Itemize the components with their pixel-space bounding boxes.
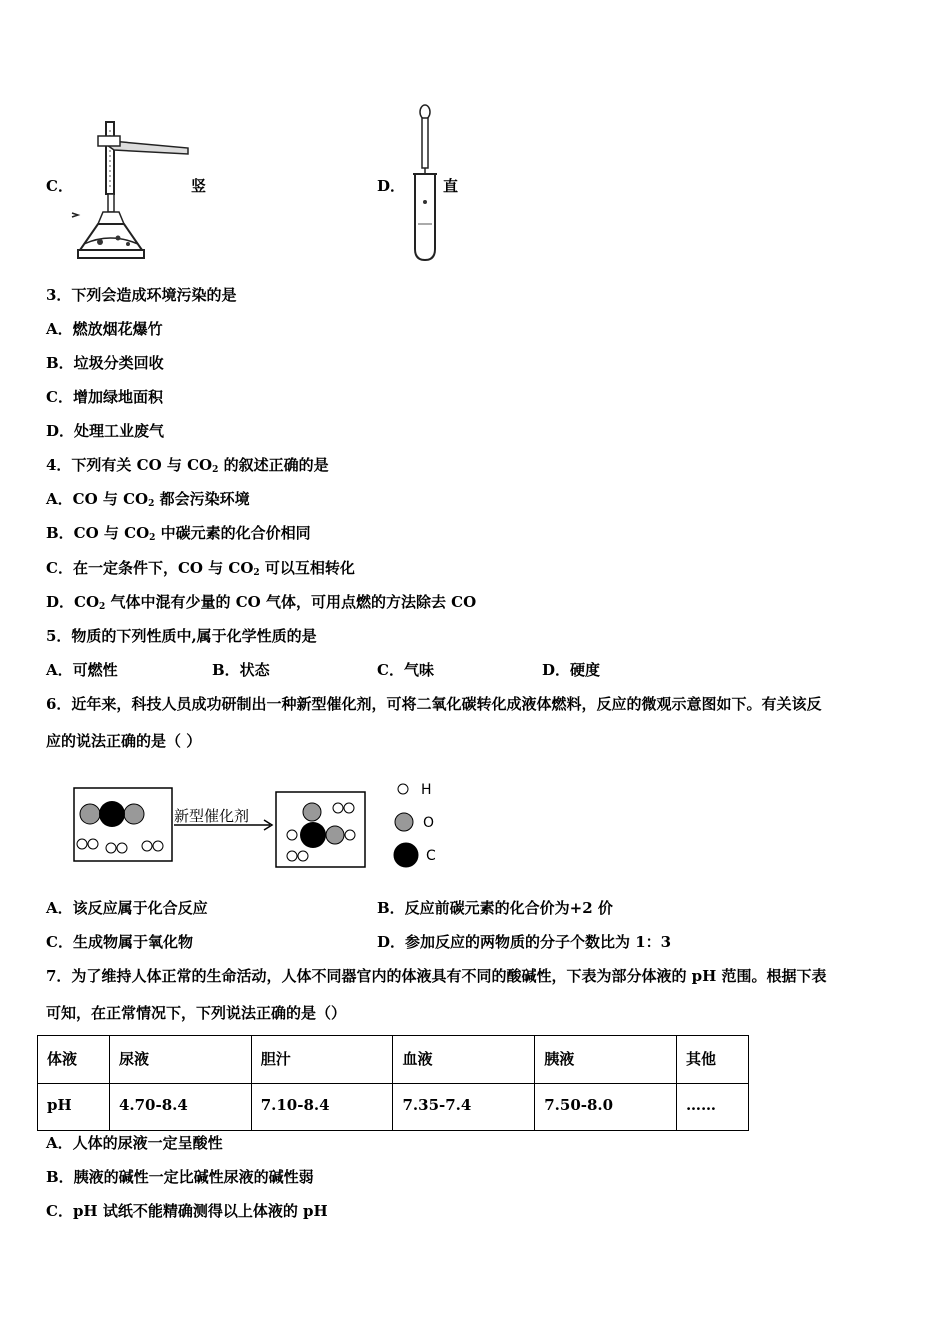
- q6-option-a: A．该反应属于化合反应: [46, 899, 208, 917]
- oxygen-atom: [124, 804, 144, 824]
- hydrogen-atom: [153, 841, 163, 851]
- q7-option-c: C．pH 试纸不能精确测得以上体液的 pH: [46, 1202, 328, 1220]
- q4-stem: 4．下列有关 CO 与 $CO_2$ 的叙述正确的是: [46, 456, 329, 475]
- table-cell: ……: [677, 1083, 749, 1131]
- table-header-cell: 尿液: [109, 1036, 251, 1084]
- hydrogen-atom: [298, 851, 308, 861]
- q6-option-d: D．参加反应的两物质的分子个数比为 1：3: [377, 933, 672, 951]
- q2-option-d-text: 直: [443, 177, 459, 195]
- hydrogen-atom: [117, 843, 127, 853]
- catalyst-label: 新型催化剂: [174, 807, 250, 825]
- oxygen-atom: [326, 826, 344, 844]
- oxygen-legend-label: O: [423, 815, 435, 831]
- q3-stem: 3．下列会造成环境污染的是: [46, 286, 237, 304]
- q6-stem-line1: 6．近年来，科技人员成功研制出一种新型催化剂，可将二氧化碳转化成液体燃料，反应的微观示意图如下。有关该反: [46, 695, 822, 713]
- dropper-test-tube-figure: [408, 104, 444, 264]
- hydrogen-atom: [88, 839, 98, 849]
- q4-option-d: D．$CO_2$ 气体中混有少量的 CO 气体，可用点燃的方法除去 CO: [46, 593, 477, 612]
- subscript-2: 2: [149, 533, 156, 543]
- q3-option-d: D．处理工业废气: [46, 422, 165, 440]
- q5-option-a: A．可燃性: [46, 661, 118, 679]
- table-header-row: [38, 1036, 749, 1084]
- hydrogen-atom: [344, 803, 354, 813]
- q4-option-c: C．在一定条件下，CO 与 $CO_2$ 可以互相转化: [46, 559, 355, 578]
- table-cell: 7.50-8.0: [535, 1083, 677, 1131]
- q4-option-a: A．CO 与 $CO_2$ 都会污染环境: [46, 490, 250, 509]
- carbon-legend-icon: [394, 843, 418, 867]
- table-cell: 7.35-7.4: [393, 1083, 535, 1131]
- hydrogen-atom: [333, 803, 343, 813]
- atom-legend: [390, 776, 450, 872]
- q6-option-c: C．生成物属于氧化物: [46, 933, 193, 951]
- oxygen-legend-icon: [395, 813, 413, 831]
- q2-option-d-label: D．: [377, 177, 406, 195]
- hydrogen-atom: [287, 830, 297, 840]
- oxygen-atom: [80, 804, 100, 824]
- carbon-legend-label: C: [426, 848, 436, 864]
- q3-option-b: B．垃圾分类回收: [46, 354, 164, 372]
- hydrogen-legend-label: H: [421, 782, 432, 798]
- q5-stem: 5．物质的下列性质中,属于化学性质的是: [46, 627, 317, 645]
- q5-option-c: C．气味: [377, 661, 434, 679]
- q7-option-a: A．人体的尿液一定呈酸性: [46, 1134, 223, 1152]
- subscript-2: 2: [99, 602, 106, 612]
- hydrogen-atom: [345, 830, 355, 840]
- table-header-cell: 血液: [393, 1036, 535, 1084]
- table-header-cell: 体液: [38, 1036, 110, 1084]
- q5-option-d: D．硬度: [542, 661, 601, 679]
- q2-option-c-label: C．: [46, 177, 73, 195]
- q7-option-b: B．胰液的碱性一定比碱性尿液的碱性弱: [46, 1168, 314, 1186]
- alcohol-lamp-apparatus-figure: [70, 120, 195, 268]
- reaction-diagram: [70, 775, 370, 875]
- q5-option-b: B．状态: [212, 661, 270, 679]
- q3-option-a: A．燃放烟花爆竹: [46, 320, 163, 338]
- q3-option-c: C．增加绿地面积: [46, 388, 163, 406]
- carbon-atom: [300, 822, 326, 848]
- table-cell: pH: [38, 1083, 110, 1131]
- hydrogen-atom: [106, 843, 116, 853]
- table-header-cell: 其他: [677, 1036, 749, 1084]
- ph-table: [37, 1035, 749, 1131]
- q2-option-c-text: 竖: [191, 177, 207, 195]
- hydrogen-atom: [142, 841, 152, 851]
- hydrogen-atom: [77, 839, 87, 849]
- table-cell: 7.10-8.4: [251, 1083, 393, 1131]
- carbon-atom: [99, 801, 125, 827]
- q7-stem-line1: 7．为了维持人体正常的生命活动，人体不同器官内的体液具有不同的酸碱性，下表为部分体液的 pH 范围。根据下表: [46, 967, 827, 985]
- q6-option-b: B．反应前碳元素的化合价为+2 价: [377, 899, 613, 917]
- subscript-2: 2: [148, 499, 155, 509]
- table-cell: 4.70-8.4: [109, 1083, 251, 1131]
- oxygen-atom: [303, 803, 321, 821]
- q4-option-b: B．CO 与 $CO_2$ 中碳元素的化合价相同: [46, 524, 311, 543]
- q7-stem-line2: 可知，在正常情况下，下列说法正确的是（）: [46, 1004, 347, 1022]
- table-row: [38, 1083, 749, 1131]
- subscript-2: 2: [212, 465, 219, 475]
- hydrogen-atom: [287, 851, 297, 861]
- subscript-2: 2: [253, 568, 260, 578]
- table-header-cell: 胰液: [535, 1036, 677, 1084]
- q6-stem-line2: 应的说法正确的是（ ）: [46, 732, 202, 750]
- table-header-cell: 胆汁: [251, 1036, 393, 1084]
- hydrogen-legend-icon: [398, 784, 408, 794]
